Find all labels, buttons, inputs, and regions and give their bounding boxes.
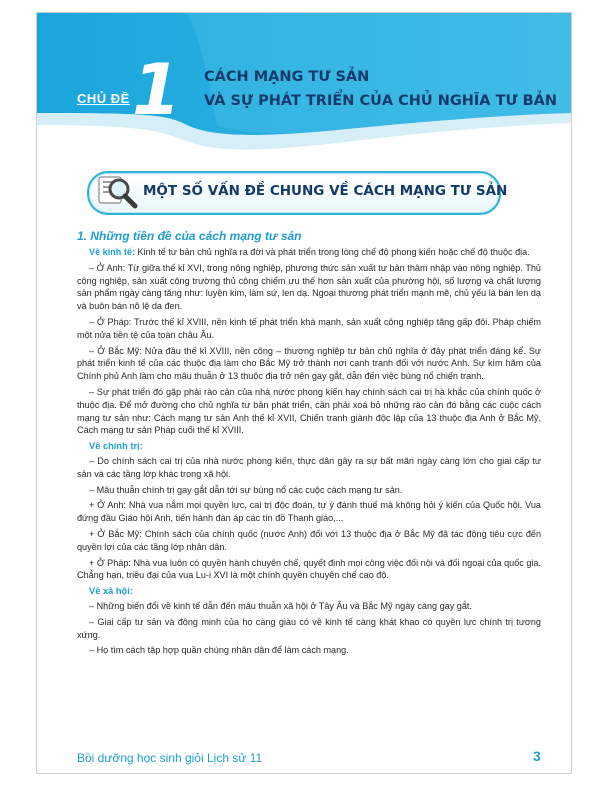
paragraph: – Mâu thuẫn chính trị gay gắt dẫn tới sự bùng nổ các cuộc cách mạng tư sản. [89, 484, 403, 495]
paragraph: – Giai cấp tư sản và đông minh của họ càng giàu có về kinh tế càng khát khao có quyền lực chính trị tương xứng. [77, 616, 541, 640]
paragraph-text: Kinh tế tư bản chủ nghĩa ra đời và phát triển trong lòng chế độ phong kiến hoặc chế độ thuộc địa. [134, 247, 530, 257]
subheading-politics: Về chính trị: [89, 441, 143, 452]
footer-book-title: Bồi dưỡng học sinh giỏi Lịch sử 11 [77, 751, 263, 765]
paragraph: – Họ tìm cách tập hợp quần chúng nhân dân để làm cách mạng. [89, 645, 349, 656]
paragraph: – Ở Bắc Mỹ: Nửa đầu thế kỉ XVIII, nền công – thương nghiệp tư bản chủ nghĩa ở đây phát triển đáng kể. Sự phát triển kinh tế của các thuộc địa làm cho Bắc Mỹ trở thành nơi cạnh tranh đối với nước Anh. Sự kìm hãm của Chính phủ Anh làm cho mâu thuẫn ở 13 thuộc địa trở nên gay gắt, dẫn đến việc bùng nổ chiến tranh. [77, 345, 541, 382]
paragraph: – Ở Pháp: Trước thế kỉ XVIII, nền kinh tế phát triển khá mạnh, sản xuất công nghiệp tăng gấp đôi. Pháp chiếm một nửa tiền tệ của toàn châu Âu. [77, 316, 541, 340]
magnifier-icon [95, 171, 139, 216]
header-wave-background [37, 13, 571, 163]
paragraph: – Những biến đổi về kinh tế dẫn đến mâu thuẫn xã hội ở Tây Âu và Bắc Mỹ ngày càng gay gắt. [89, 600, 472, 611]
section-heading: 1. Những tiền đề của cách mạng tư sản [77, 229, 302, 243]
chapter-title-line1: CÁCH MẠNG TƯ SẢN [204, 69, 370, 85]
chapter-header [37, 13, 571, 163]
page [36, 12, 572, 774]
chapter-number: 1 [132, 49, 181, 131]
chapter-label: CHỦ ĐỀ [77, 91, 130, 106]
paragraph: + Ở Bắc Mỹ: Chính sách của chính quốc (nước Anh) đối với 13 thuộc địa ở Bắc Mỹ đã tác động tiêu cực đến quyền lợi của các tầng lớp nhân dân. [77, 528, 541, 552]
subheading-society: Về xã hội: [89, 586, 133, 597]
section-title: MỘT SỐ VẤN ĐỀ CHUNG VỀ CÁCH MẠNG TƯ SẢN [143, 183, 508, 199]
paragraph: – Ở Anh: Từ giữa thế kỉ XVI, trong nông nghiệp, phương thức sản xuất tư bản thâm nhập vào nông nghiệp. Thủ công nghiệp, sản xuất công trường thủ công chiếm ưu thế hơn sản xuất của phường hội, số lượng và chất lượng sản phẩm ngày càng tăng như: luyện kim, làm sứ, len dạ. Ngoại thương phát triển mạnh mẽ, chủ yếu là bán len dạ và buôn bán nô lệ da đen. [77, 262, 541, 312]
page-number: 3 [533, 748, 541, 764]
paragraph-economy [77, 246, 541, 259]
section-banner [87, 171, 508, 215]
paragraph: – Do chính sách cai trị của nhà nước phong kiến, thực dân gây ra sự bất mãn ngày càng lớn cho giai cấp tư sản và các tầng lớp khác trong xã hội. [77, 455, 541, 479]
chapter-title-line2: VÀ SỰ PHÁT TRIỂN CỦA CHỦ NGHĨA TƯ BẢN [204, 93, 558, 109]
paragraph: – Sự phát triển đó gặp phải rào cản của nhà nước phong kiến hay chính sách cai trị hà khắc của chính quốc ở thuộc địa. Để mở đường cho chủ nghĩa tư bản phát triển, cần phải xoá bỏ những rào cản đó bằng các cuộc cách mạng tư sản như: Cách mạng tư sản Anh thế kỉ XVII, Chiến tranh giành độc lập của 13 thuộc địa Anh ở Bắc Mỹ, Cách mạng tư sản Pháp cuối thế kỉ XVIII. [77, 386, 541, 436]
paragraph-lead: Về kinh tế: [89, 247, 135, 257]
main-content [77, 229, 541, 660]
paragraph: + Ở Anh: Nhà vua nắm mọi quyền lực, cai trị độc đoán, tự ý đánh thuế mà không hỏi ý kiến của Quốc hội. Vua đứng đầu Giáo hội Anh, tiến hành đàn áp các tín đồ Thanh giáo,... [77, 500, 541, 524]
paragraph: + Ở Pháp: Nhà vua luôn có quyền hành chuyên chế, quyết định mọi công việc đối nội và đối ngoại của quốc gia. Chẳng hạn, triều đại của vua Lu-i XVI là một chính quyền chuyên chế cao độ. [77, 557, 541, 581]
